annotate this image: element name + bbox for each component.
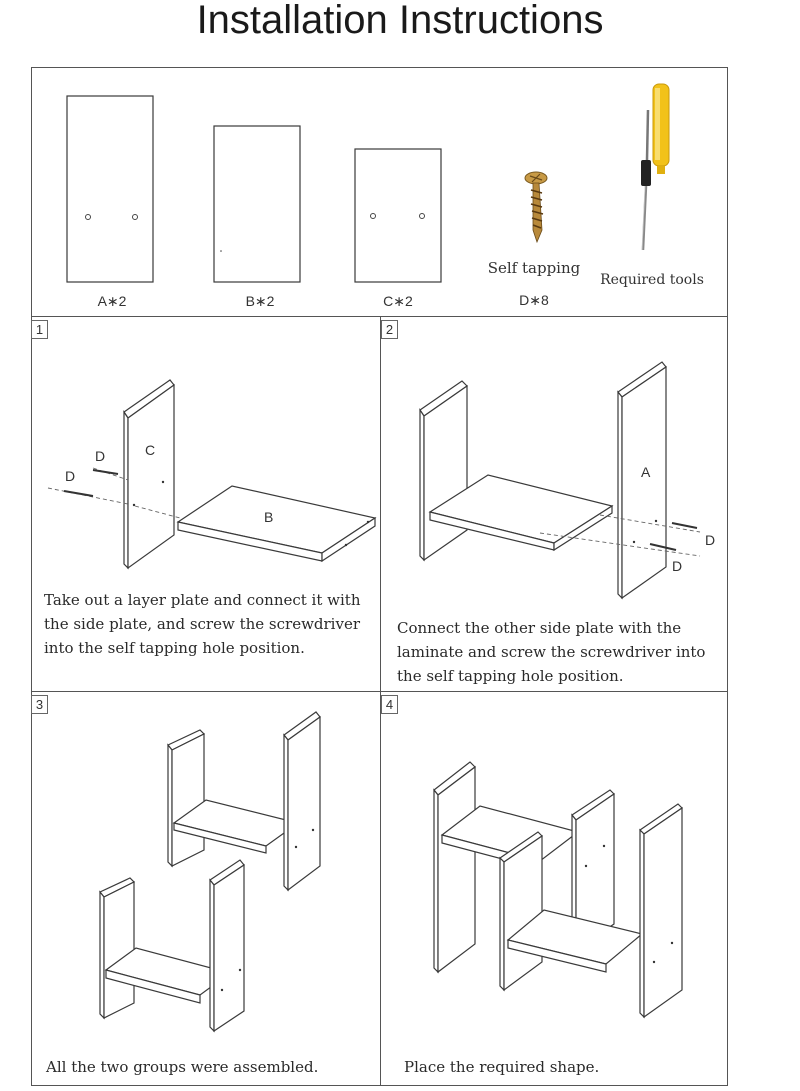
part-b-label: B∗2 xyxy=(245,293,275,309)
part-a-label: A∗2 xyxy=(97,293,127,309)
step-2-caption: Connect the other side plate with the laminate and screw the screwdriver into the self tapping hole position. xyxy=(397,619,706,685)
step-1-label-b: B xyxy=(264,509,274,525)
step-2-number: 2 xyxy=(381,320,398,339)
part-c-label: C∗2 xyxy=(383,293,413,309)
step-1-label-d-upper: D xyxy=(95,448,106,464)
step-3-number: 3 xyxy=(31,695,48,714)
step-2-label-a: A xyxy=(641,464,651,480)
step-2-label-d-upper: D xyxy=(705,532,716,548)
part-d-label: D∗8 xyxy=(519,292,549,308)
tools-caption: Required tools xyxy=(600,272,704,288)
step-2-label-d-lower: D xyxy=(672,558,683,574)
part-d-caption: Self tapping xyxy=(487,259,581,277)
step-1-label-c: C xyxy=(145,442,156,458)
step-4-caption: Place the required shape. xyxy=(404,1058,600,1076)
step-3-caption: All the two groups were assembled. xyxy=(46,1058,319,1076)
step-1-label-d-lower: D xyxy=(65,468,76,484)
step-4-number: 4 xyxy=(381,695,398,714)
step-1-number: 1 xyxy=(31,320,48,339)
step-1-caption: Take out a layer plate and connect it with the side plate, and screw the screwdriver into the self tapping hole position. xyxy=(44,591,361,657)
page-title: Installation Instructions xyxy=(196,0,604,42)
